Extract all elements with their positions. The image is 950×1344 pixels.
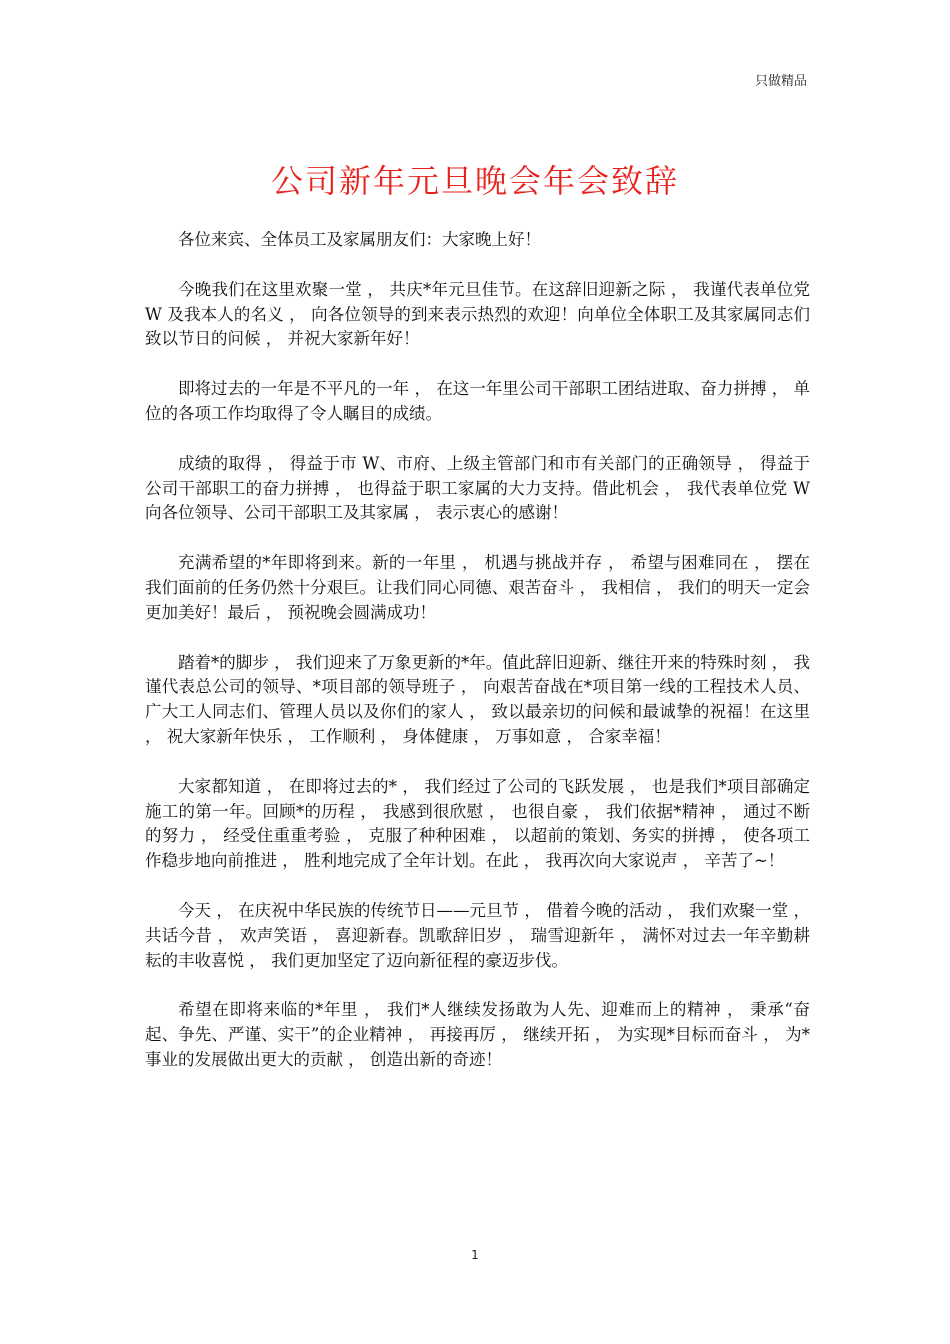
paragraph-celebration: 今天 ， 在庆祝中华民族的传统节日——元旦节 ， 借着今晚的活动 ， 我们欢聚一堂 ， 共话今昔 ， 欢声笑语 ， 喜迎新春。凯歌辞旧岁 ， 瑞雪迎新年 ， 满怀对过去一年辛勤耕耘的丰收喜悦 ， 我们更加坚定了迈向新征程的豪迈步伐。 <box>145 900 810 970</box>
paragraph-new-year-hope: 充满希望的*年即将到来。新的一年里 ， 机遇与挑战并存 ， 希望与困难同在 ， 摆在我们面前的任务仍然十分艰巨。让我们同心同德、艰苦奋斗 ， 我相信 ， 我们的明天一定会更加美好！最后 ， 预祝晚会圆满成功！ <box>145 553 810 622</box>
paragraph-welcome: 今晚我们在这里欢聚一堂 ， 共庆*年元旦佳节。在这辞旧迎新之际 ， 我谨代表单位党 W 及我本人的名义 ， 向各位领导的到来表示热烈的欢迎！向单位全体职工及其家属同志们致以节日的问候 ， 并祝大家新年好！ <box>145 279 810 349</box>
paragraph-thanks: 成绩的取得 ， 得益于市 W、市府、上级主管部门和市有关部门的正确领导 ， 得益于公司干部职工的奋力拼搏 ， 也得益于职工家属的大力支持。借此机会 ， 我代表单位党 W 向各位领导、公司干部职工及其家属 ， 表示衷心的感谢！ <box>145 453 810 523</box>
paragraph-review: 大家都知道 ， 在即将过去的* ， 我们经过了公司的飞跃发展 ， 也是我们*项目部确定施工的第一年。回顾*的历程 ， 我感到很欣慰 ， 也很自豪 ， 我们依据*精神 ， 通过不断的努力 ， 经受住重重考验 ， 克服了种种困难 ， 以超前的策划、务实的拼搏 ， 使各项工作稳步地向前推进 ， 胜利地完成了全年计划。在此 ， 我再次向大家说声 ， 辛苦了~！ <box>145 776 810 871</box>
paragraph-greeting: 各位来宾、全体员工及家属朋友们：大家晚上好！ <box>178 230 541 249</box>
page-number: 1 <box>471 1248 479 1262</box>
paragraph-closing: 希望在即将来临的*年里 ， 我们*人继续发扬敢为人先、迎难而上的精神 ， 秉承“奋起、争先、严谨、实干”的企业精神 ， 再接再厉 ， 继续开拓 ， 为实现*目标而奋斗 ， 为*事业的发展做出更大的贡献 ， 创造出新的奇迹！ <box>145 1000 810 1069</box>
paragraph-past-year: 即将过去的一年是不平凡的一年 ， 在这一年里公司干部职工团结进取、奋力拼搏 ， 单位的各项工作均取得了令人瞩目的成绩。 <box>145 379 810 423</box>
document-title: 公司新年元旦晚会年会致辞 <box>270 162 679 200</box>
document-body <box>145 228 810 1098</box>
header-note: 只做精品 <box>754 74 807 89</box>
paragraph-project-greeting: 踏着*的脚步 ， 我们迎来了万象更新的*年。值此辞旧迎新、继往开来的特殊时刻 ， 我谨代表总公司的领导、*项目部的领导班子 ， 向艰苦奋战在*项目第一线的工程技术人员、广大工人同志们、管理人员以及你们的家人 ， 致以最亲切的问候和最诚挚的祝福！在这里 ， 祝大家新年快乐 ， 工作顺利 ， 身体健康 ， 万事如意 ， 合家幸福！ <box>145 652 810 746</box>
